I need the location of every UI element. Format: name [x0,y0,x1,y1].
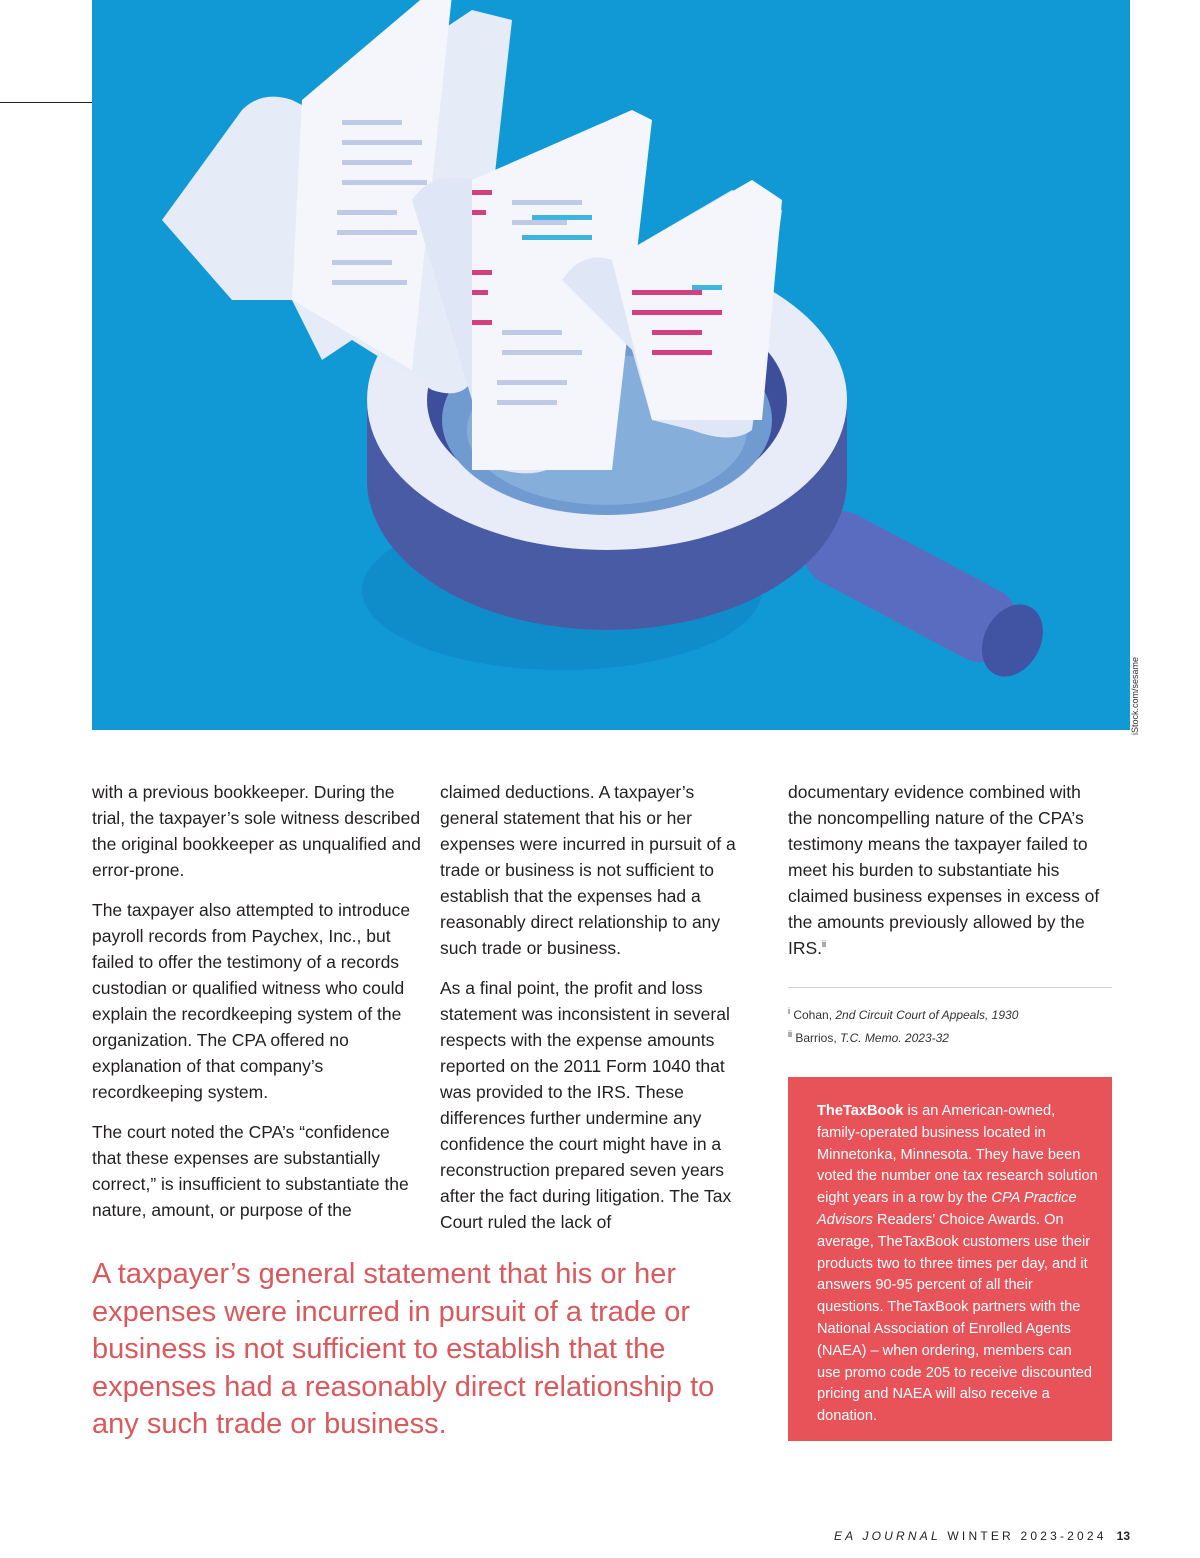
footnote-1-source: 2nd Circuit Court of Appeals, 1930 [835,1008,1019,1022]
issue-label: WINTER 2023-2024 [940,1529,1107,1543]
footnote-divider [788,987,1112,988]
col1-paragraph-3: The court noted the CPA’s “confidence that these expenses are substantially correct,” is insufficient to substantiate the nature, amount, or purpose of the [92,1122,409,1220]
col2-paragraph-2: As a final point, the profit and loss statement was inconsistent in several respects with the expense amounts reported on the 2011 Form 1040 that was provided to the IRS. These differences further undermine any confidence the court might have in a reconstruction prepared seven years after the fact during litigation. The Tax Court ruled the lack of [440,978,732,1232]
journal-name: EA JOURNAL [833,1529,941,1543]
hero-illustration [92,0,1130,730]
footnote-1-name: Cohan, [793,1008,836,1022]
footnotes [788,1004,1118,1050]
sidebar-text-1: is an American-owned, family-operated business located in Minnetonka, Minnesota. They have been voted the number one tax research solution eight years in a row by the [817,1103,1098,1207]
top-rule [0,102,92,103]
col2-paragraph-1: claimed deductions. A taxpayer’s general statement that his or her expenses were incurred in pursuit of a trade or business is not sufficient to establish that the expenses had a reasonably direct relationship to any such trade or business. [440,782,736,958]
page-number: 13 [1116,1529,1130,1543]
footnote-1 [788,1004,1118,1027]
footnote-1-marker: i [788,1006,790,1016]
column-1 [92,779,422,1237]
column-2 [440,779,740,1249]
pull-quote: A taxpayer’s general statement that his or her expenses were incurred in pursuit of a trade or business is not sufficient to establish that the expenses had a reasonably direct relationship to any such trade or business. [92,1258,715,1440]
footnote-2-marker: ii [788,1029,792,1039]
sidebar-brand: TheTaxBook [817,1103,904,1119]
page-footer [700,1529,1130,1543]
footnote-marker: ii [822,939,827,950]
footnote-2 [788,1027,1118,1050]
sponsor-sidebar [788,1077,1112,1441]
col1-paragraph-1: with a previous bookkeeper. During the trial, the taxpayer’s sole witness described the original bookkeeper as unqualified and error-prone. [92,782,421,880]
footnote-2-source: T.C. Memo. 2023-32 [840,1031,949,1045]
magnifying-glass-receipt-icon [92,0,1130,730]
footnote-2-name: Barrios, [795,1031,841,1045]
column-3 [788,779,1108,975]
col1-paragraph-2: The taxpayer also attempted to introduce payroll records from Paychex, Inc., but failed to offer the testimony of a records custodian or qualified witness who could explain the recordkeeping system of the organization. The CPA offered no explanation of that company’s recordkeeping system. [92,900,411,1102]
col3-paragraph-1-text: documentary evidence combined with the noncompelling nature of the CPA’s testimony means the taxpayer failed to meet his burden to substantiate his claimed business expenses in excess of the amounts previously allowed by the IRS. [788,782,1100,958]
sidebar-text-2: Readers’ Choice Awards. On average, TheTaxBook customers use their products two to three times per day, and it answers 90-95 percent of all their questions. TheTaxBook partners with the National Association of Enrolled Agents (NAEA) – when ordering, members can use promo code 205 to receive discounted pricing and NAEA will also receive a donation. [817,1211,1093,1425]
col3-paragraph-1 [788,779,1108,961]
photo-credit: iStock.com/sesame [1130,656,1140,735]
sidebar-italic: CPA Practice Advisors [817,1190,1077,1228]
